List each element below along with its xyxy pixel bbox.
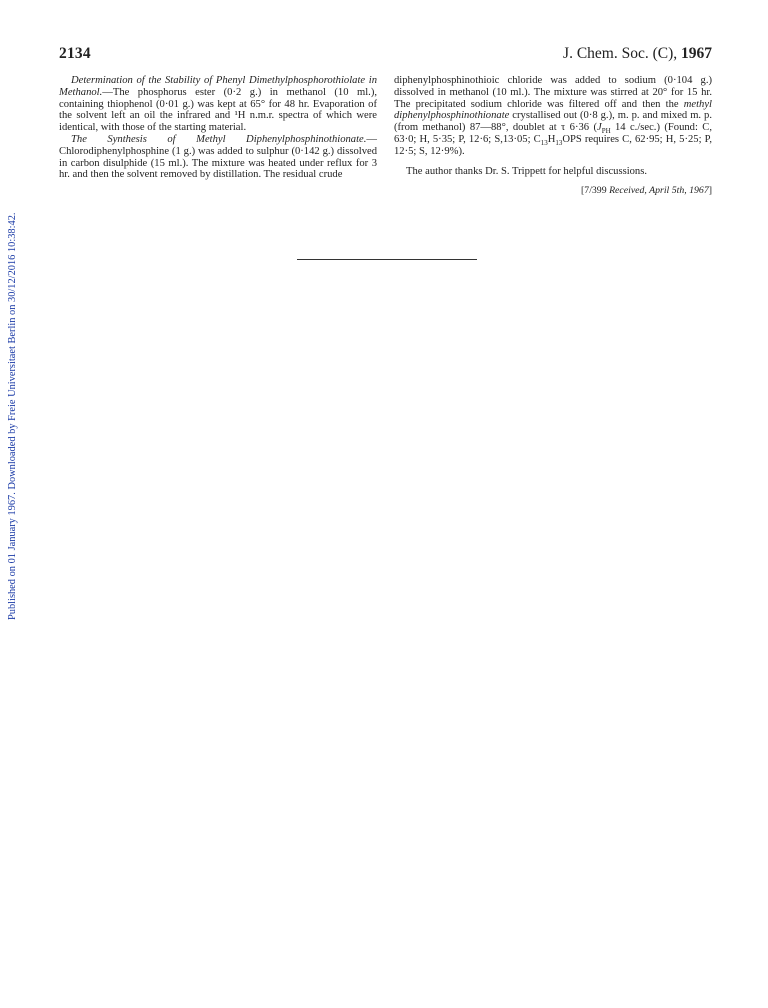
synthesis-heading: The Synthesis of Methyl Diphenylphosphinothionate. — [71, 133, 367, 145]
journal-name: J. Chem. Soc. (C), — [563, 45, 681, 62]
stability-heading: Determination of the Stability of Phenyl Dimethylphosphorothiolate in Methanol. — [59, 75, 377, 98]
synthesis-paragraph — [59, 134, 377, 181]
journal-year: 1967 — [681, 45, 712, 62]
synthesis-continuation: diphenylphosphinothioic chloride was added to sodium (0·104 g.) dissolved in methanol (10 ml.). The mixture was stirred at 20° for 15 hr. The precipitated sodium chloride was filtered off and then the methyl diphenylphosphinothionate crystallised out (0·8 g.), m. p. and mixed m. p. (from methanol) 87—88°, doublet at τ 6·36 ($J_{PH}$ 14 c./sec.) (Found: C, 63·0; H, 5·35; P, 12·6; S,13·05; $C_{13}H_{13}OPS$ requires C, 62·95; H, 5·25; P, 12·5; S, 12·9%). — [394, 75, 712, 157]
acknowledgement: The author thanks Dr. S. Trippett for helpful discussions. — [406, 165, 647, 177]
stability-body: —The phosphorus ester (0·2 g.) in methanol (10 ml.), containing thiophenol (0·01 g.) was kept at 65° for 48 hr. Evaporation of the solvent left an oil the infrared and ¹H n.m.r. spectra of which were identical, with those of the starting material. — [59, 86, 377, 134]
stability-paragraph — [59, 75, 377, 134]
received-line: [7/399 Received, April 5th, 1967] — [581, 185, 712, 197]
reference-code: [7/399 — [581, 185, 610, 197]
left-column — [59, 75, 377, 181]
received-date: Received, April 5th, 1967 — [609, 185, 709, 197]
synthesis-body: — Chlorodiphenylphosphine (1 g.) was added to sulphur (0·142 g.) dissolved in carbon disulphide (15 ml.). The mixture was heated under reflux for 3 hr. and then the solvent removed by distillation. The residual crude — [59, 133, 377, 181]
section-divider — [297, 259, 477, 260]
download-watermark-text: Published on 01 January 1967. Downloaded by Freie Universitaet Berlin on 30/12/2016 10:38:42. — [7, 212, 18, 620]
right-column — [394, 75, 712, 197]
page-number: 2134 — [59, 45, 91, 62]
download-watermark — [5, 190, 21, 620]
journal-header — [563, 45, 712, 63]
product-name: methyl diphenylphosphinothionate — [394, 98, 712, 122]
